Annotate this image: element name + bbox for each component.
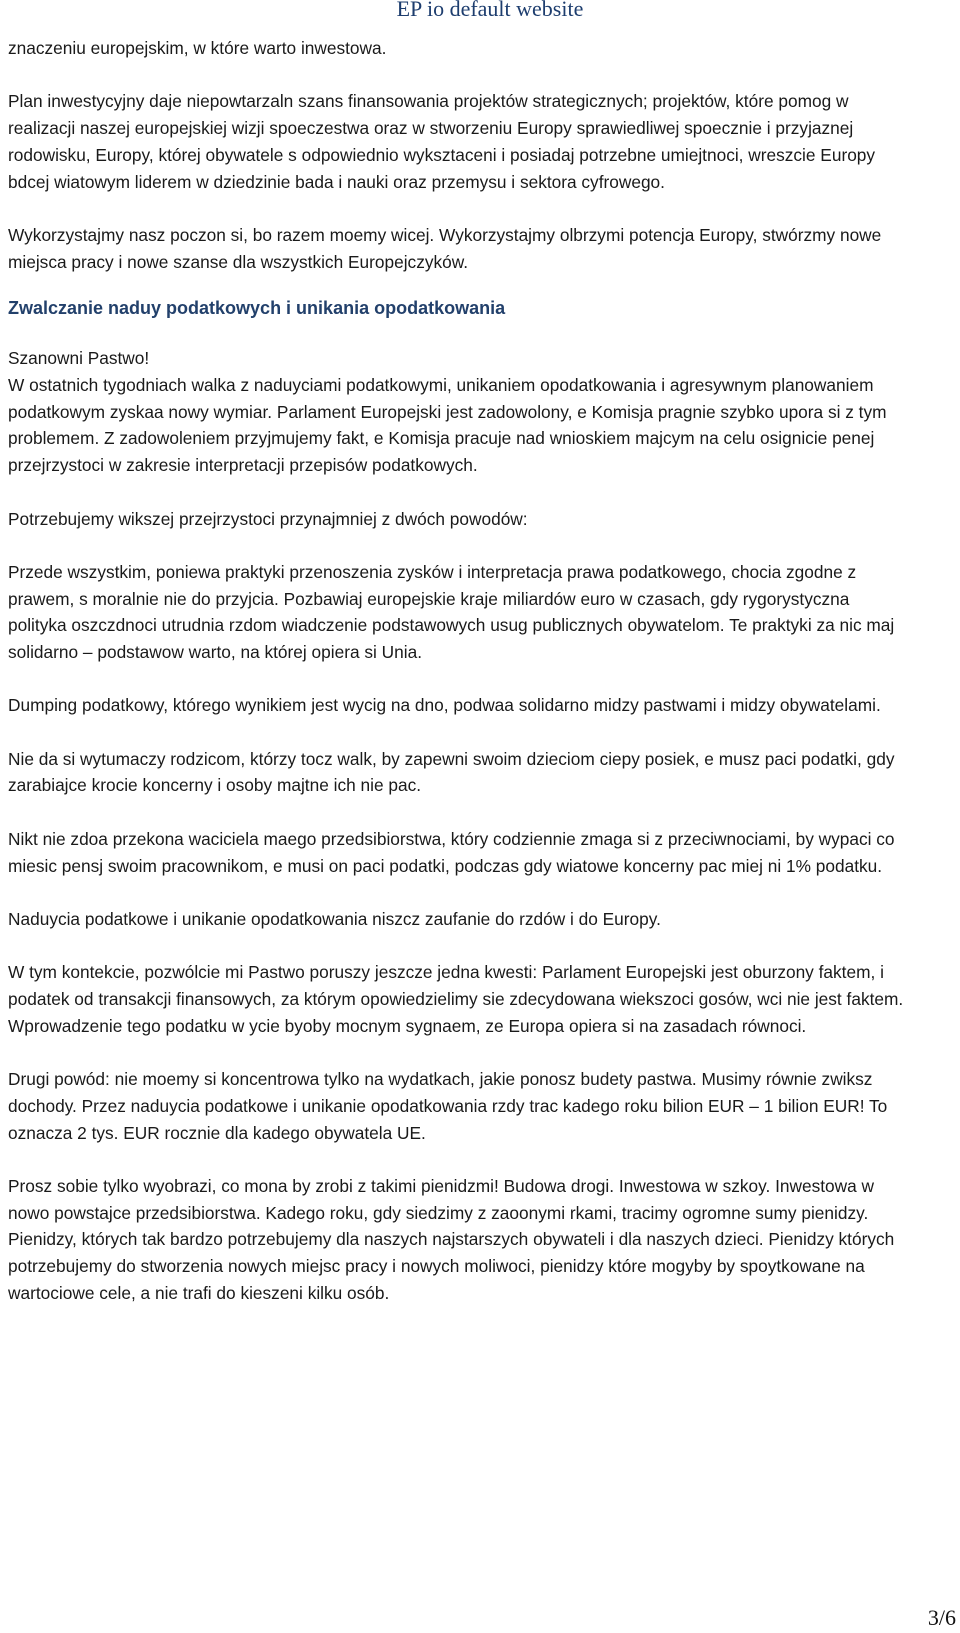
- page-number: 3/6: [927, 1605, 956, 1630]
- paragraph: W tym kontekcie, pozwólcie mi Pastwo poruszy jeszcze jedna kwesti: Parlament Europejski jest oburzony faktem, i podatek od transakcji finansowych, za którym opowiedzielimy sie zdecydowana wiekszoci gosów, wci nie jest faktem. Wprowadzenie tego podatku w ycie byoby mocnym sygnaem, ze Europa opiera si na zasadach równoci.: [8, 962, 904, 1036]
- paragraph: Potrzebujemy wikszej przejrzystoci przynajmniej z dwóch powodów:: [8, 508, 528, 529]
- site-title: EP io default website: [396, 0, 584, 21]
- salutation: Szanowni Pastwo!: [8, 348, 150, 369]
- paragraph: Plan inwestycyjny daje niepowtarzaln szans finansowania projektów strategicznych; projektów, które pomog w realizacji naszej europejskiej wizji spoeczestwa oraz w stworzeniu Europy sprawiedliwej spoecznie i przyjaznej rodowisku, Europy, której obywatele s odpowiednio wyksztaceni i posiadaj potrzebne umiejtnoci, wreszcie Europy bdcej wiatowym liderem w dziedzinie bada i nauki oraz przemysu i sektora cyfrowego.: [8, 91, 876, 192]
- paragraph: znaczeniu europejskim, w które warto inwestowa.: [8, 38, 387, 58]
- document-body: [8, 35, 908, 1333]
- paragraph: Wykorzystajmy nasz poczon si, bo razem moemy wicej. Wykorzystajmy olbrzymi potencja Europy, stwórzmy nowe miejsca pracy i nowe szanse dla wszystkich Europejczyków.: [8, 224, 882, 272]
- site-header: [0, 0, 960, 24]
- section-heading: Zwalczanie naduy podatkowych i unikania opodatkowania: [8, 298, 506, 319]
- paragraph: Naduycia podatkowe i unikanie opodatkowania niszcz zaufanie do rzdów i do Europy.: [8, 908, 661, 929]
- paragraph: Dumping podatkowy, którego wynikiem jest wycig na dno, podwaa solidarno midzy pastwami i midzy obywatelami.: [8, 695, 881, 716]
- paragraph: Przede wszystkim, poniewa praktyki przenoszenia zysków i interpretacja prawa podatkowego, chocia zgodne z prawem, s moralnie nie do przyjcia. Pozbawiaj europejskie kraje miliardów euro w czasach, gdy rygorystyczna polityka oszczdnoci utrudnia rzdom wiadczenie podstawowych usug publicznych obywatelom. Te praktyki za nic maj solidarno – podstawow warto, na której opiera si Unia.: [8, 561, 895, 662]
- paragraph: Prosz sobie tylko wyobrazi, co mona by zrobi z takimi pienidzmi! Budowa drogi. Inwestowa w szkoy. Inwestowa w nowo powstajce przedsibiorstwa. Kadego roku, gdy siedzimy z zaoonymi rkami, tracimy ogromne sumy pienidzy. Pienidzy, których tak bardzo potrzebujemy dla naszych najstarszych obywateli i dla naszych dzieci. Pienidzy których potrzebujemy do stworzenia nowych miejsc pracy i nowych moliwoci, pienidzy które mogyby by spoytkowane na wartociowe cele, a nie trafi do kieszeni kilku osób.: [8, 1175, 895, 1303]
- paragraph: Nikt nie zdoa przekona waciciela maego przedsibiorstwa, który codziennie zmaga si z przeciwnociami, by wypaci co miesic pensj swoim pracownikom, e musi on paci podatki, podczas gdy wiatowe koncerny pac miej ni 1% podatku.: [8, 828, 895, 876]
- paragraph: W ostatnich tygodniach walka z naduyciami podatkowymi, unikaniem opodatkowania i agresywnym planowaniem podatkowym zyskaa nowy wymiar. Parlament Europejski jest zadowolony, e Komisja pragnie szybko upora si z tym problemem. Z zadowoleniem przyjmujemy fakt, e Komisja pracuje nad wnioskiem majcym na celu osignicie penej przejrzystoci w zakresie interpretacji przepisów podatkowych.: [8, 375, 887, 476]
- paragraph: Nie da si wytumaczy rodzicom, którzy tocz walk, by zapewni swoim dzieciom ciepy posiek, e musz paci podatki, gdy zarabiajce krocie koncerny i osoby majtne ich nie pac.: [8, 748, 895, 796]
- paragraph: Drugi powód: nie moemy si koncentrowa tylko na wydatkach, jakie ponosz budety pastwa. Musimy równie zwiksz dochody. Przez naduycia podatkowe i unikanie opodatkowania rzdy trac kadego roku bilion EUR – 1 bilion EUR! To oznacza 2 tys. EUR rocznie dla kadego obywatela UE.: [8, 1069, 888, 1143]
